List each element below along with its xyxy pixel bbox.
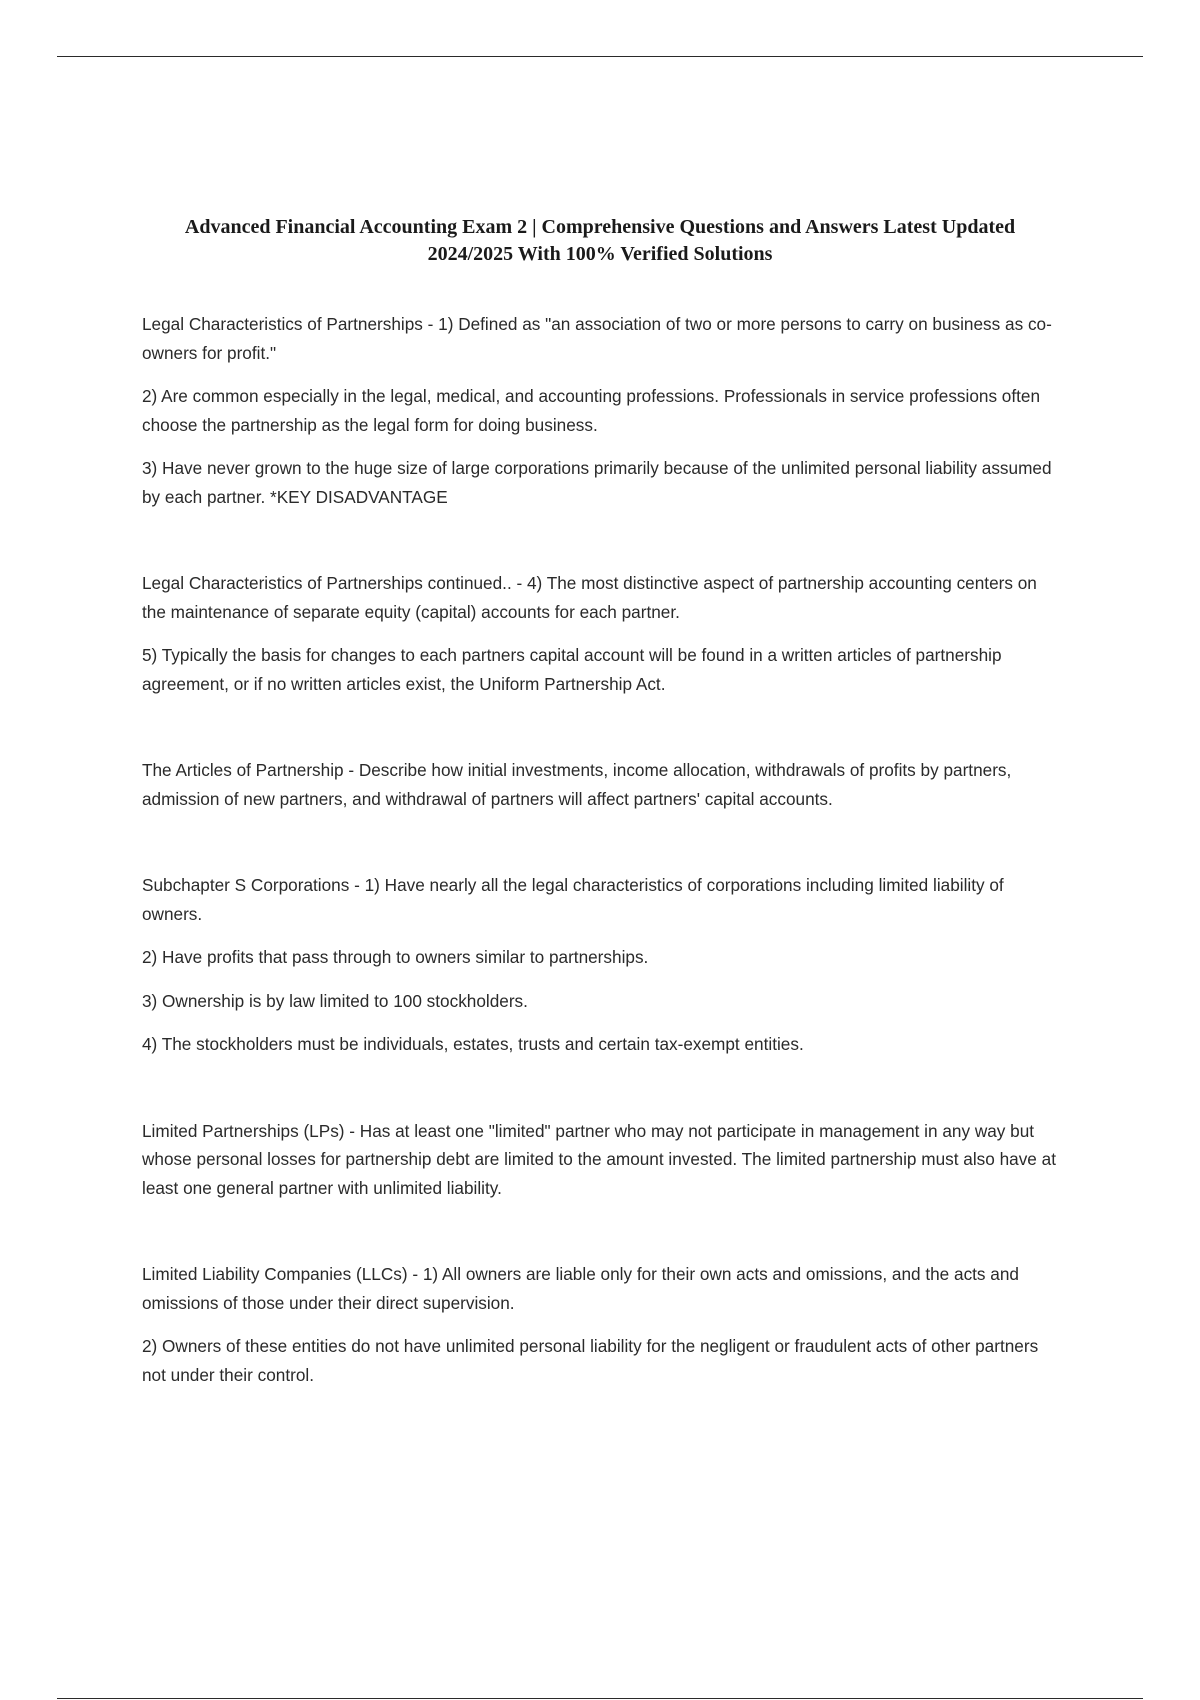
paragraph: Subchapter S Corporations - 1) Have nearly all the legal characteristics of corporations including limited liability of owners. (142, 875, 1004, 924)
paragraph: Limited Partnerships (LPs) - Has at least one "limited" partner who may not participate in management in any way but whose personal losses for partnership debt are limited to the amount invested. The limited partnership must also have at least one general partner with unlimited liability. (142, 1120, 1056, 1198)
document-title (130, 214, 1070, 268)
paragraph: 3) Have never grown to the huge size of large corporations primarily because of the unlimited personal liability assumed by each partner. *KEY DISADVANTAGE (142, 458, 1052, 507)
paragraph: 2) Are common especially in the legal, medical, and accounting professions. Professionals in service professions often choose the partnership as the legal form for doing business. (142, 386, 1041, 435)
entry-legal-characteristics (142, 310, 1062, 511)
paragraph: Legal Characteristics of Partnerships - 1) Defined as "an association of two or more persons to carry on business as co-owners for profit." (142, 314, 1052, 363)
entry-limited-partnerships (142, 1117, 1062, 1203)
entry-subchapter-s (142, 871, 1062, 1059)
paragraph: 4) The stockholders must be individuals, estates, trusts and certain tax-exempt entities. (142, 1034, 804, 1054)
entry-llcs (142, 1260, 1062, 1389)
entry-legal-characteristics-continued (142, 569, 1062, 698)
paragraph: 5) Typically the basis for changes to each partners capital account will be found in a written articles of partnership agreement, or if no written articles exist, the Uniform Partnership Act. (142, 645, 1002, 694)
bottom-rule (57, 1698, 1143, 1699)
entry-articles-of-partnership (142, 756, 1062, 813)
document-body (142, 310, 1062, 1447)
top-rule (57, 56, 1143, 57)
title-line-1: Advanced Financial Accounting Exam 2 | Comprehensive Questions and Answers Latest Updated (184, 216, 1016, 238)
paragraph: Legal Characteristics of Partnerships continued.. - 4) The most distinctive aspect of partnership accounting centers on the maintenance of separate equity (capital) accounts for each partner. (142, 573, 1037, 622)
paragraph: Limited Liability Companies (LLCs) - 1) All owners are liable only for their own acts and omissions, and the acts and omissions of those under their direct supervision. (142, 1264, 1019, 1313)
paragraph: 3) Ownership is by law limited to 100 stockholders. (142, 990, 528, 1011)
title-line-2: 2024/2025 With 100% Verified Solutions (427, 243, 773, 265)
paragraph: The Articles of Partnership - Describe how initial investments, income allocation, withdrawals of profits by partners, admission of new partners, and withdrawal of partners will affect partners' capital accounts. (142, 760, 1012, 809)
paragraph: 2) Owners of these entities do not have unlimited personal liability for the negligent or fraudulent acts of other partners not under their control. (142, 1336, 1039, 1385)
paragraph: 2) Have profits that pass through to owners similar to partnerships. (142, 947, 649, 967)
